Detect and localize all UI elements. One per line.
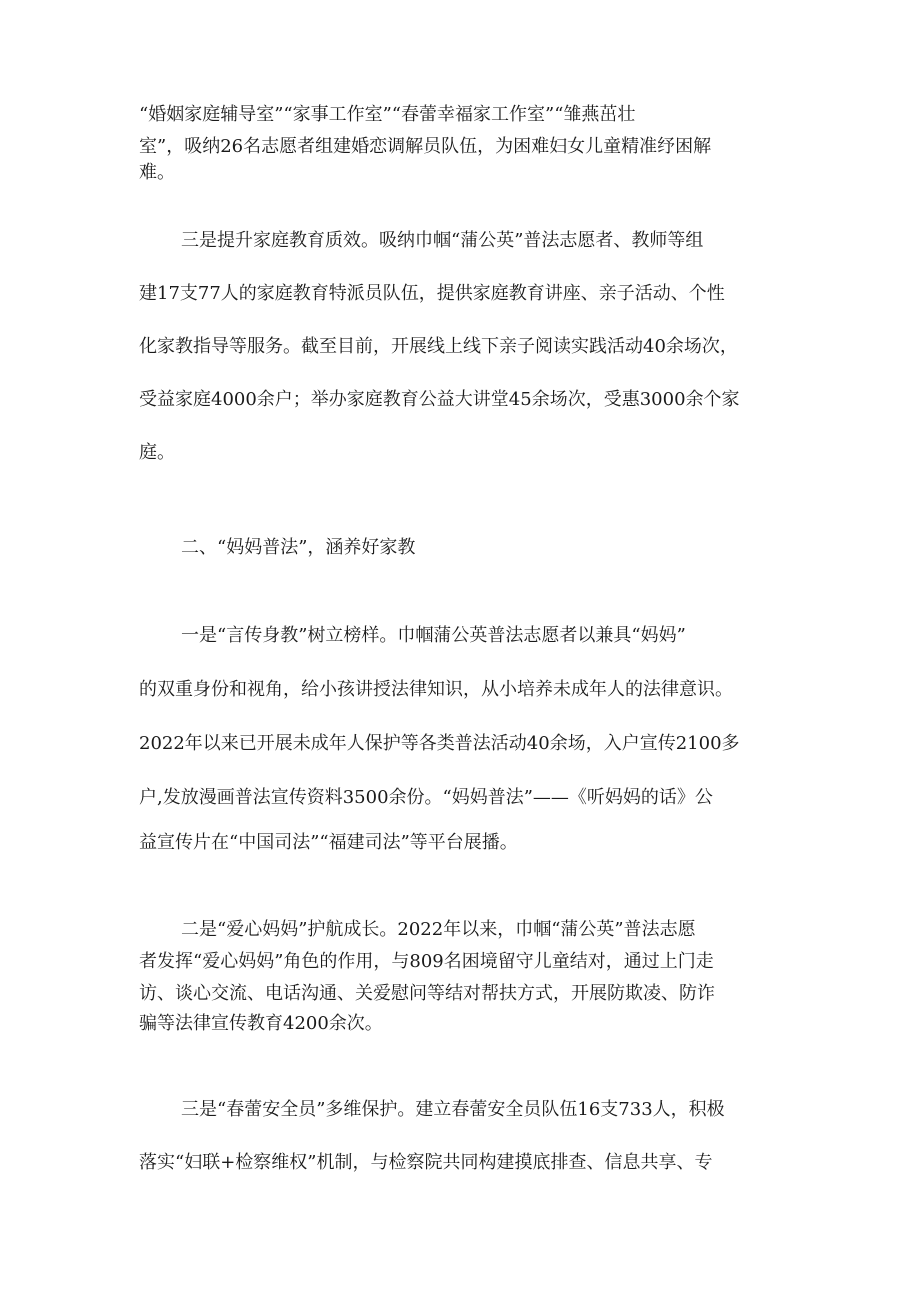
paragraph-3-line-1: 一是“言传身教”树立榜样。巾帼蒲公英普法志愿者以兼具“妈妈” (181, 625, 686, 646)
paragraph-3-line-4: 户,发放漫画普法宣传资料3500余份。“妈妈普法”——《听妈妈的话》公 (139, 787, 713, 808)
paragraph-3-line-3: 2022年以来已开展未成年人保护等各类普法活动40余场，入户宣传2100多 (139, 733, 740, 754)
paragraph-1-line-1: “婚姻家庭辅导室”“家事工作室”“春蕾幸福家工作室”“雏燕茁壮 (139, 104, 636, 125)
paragraph-4-line-4: 骗等法律宣传教育4200余次。 (139, 1013, 383, 1034)
paragraph-1-line-3: 难。 (139, 162, 175, 183)
paragraph-1-line-2: 室”，吸纳26名志愿者组建婚恋调解员队伍，为困难妇女儿童精准纾困解 (139, 136, 712, 157)
paragraph-2-line-1: 三是提升家庭教育质效。吸纳巾帼“蒲公英”普法志愿者、教师等组 (181, 230, 704, 251)
paragraph-2-line-5: 庭。 (139, 442, 175, 463)
paragraph-2-line-3: 化家教指导等服务。截至目前，开展线上线下亲子阅读实践活动40余场次， (139, 336, 738, 357)
paragraph-2-line-4: 受益家庭4000余户；举办家庭教育公益大讲堂45余场次，受惠3000余个家 (139, 389, 740, 410)
paragraph-2-line-2: 建17支77人的家庭教育特派员队伍，提供家庭教育讲座、亲子活动、个性 (139, 283, 725, 304)
paragraph-4-line-2: 者发挥“爱心妈妈”角色的作用，与809名困境留守儿童结对，通过上门走 (139, 951, 714, 972)
paragraph-5-line-1: 三是“春蕾安全员”多维保护。建立春蕾安全员队伍16支733人，积极 (181, 1099, 725, 1120)
paragraph-5-line-2: 落实“妇联+检察维权”机制，与检察院共同构建摸底排查、信息共享、专 (139, 1152, 713, 1173)
paragraph-3-line-5: 益宣传片在“中国司法”“福建司法”等平台展播。 (139, 832, 518, 853)
section-heading: 二、“妈妈普法”，涵养好家教 (181, 537, 416, 558)
paragraph-3-line-2: 的双重身份和视角，给小孩讲授法律知识，从小培养未成年人的法律意识。 (139, 679, 733, 700)
paragraph-4-line-1: 二是“爱心妈妈”护航成长。2022年以来，巾帼“蒲公英”普法志愿 (181, 919, 696, 940)
paragraph-4-line-3: 访、谈心交流、电话沟通、关爱慰问等结对帮扶方式，开展防欺凌、防诈 (139, 983, 715, 1004)
